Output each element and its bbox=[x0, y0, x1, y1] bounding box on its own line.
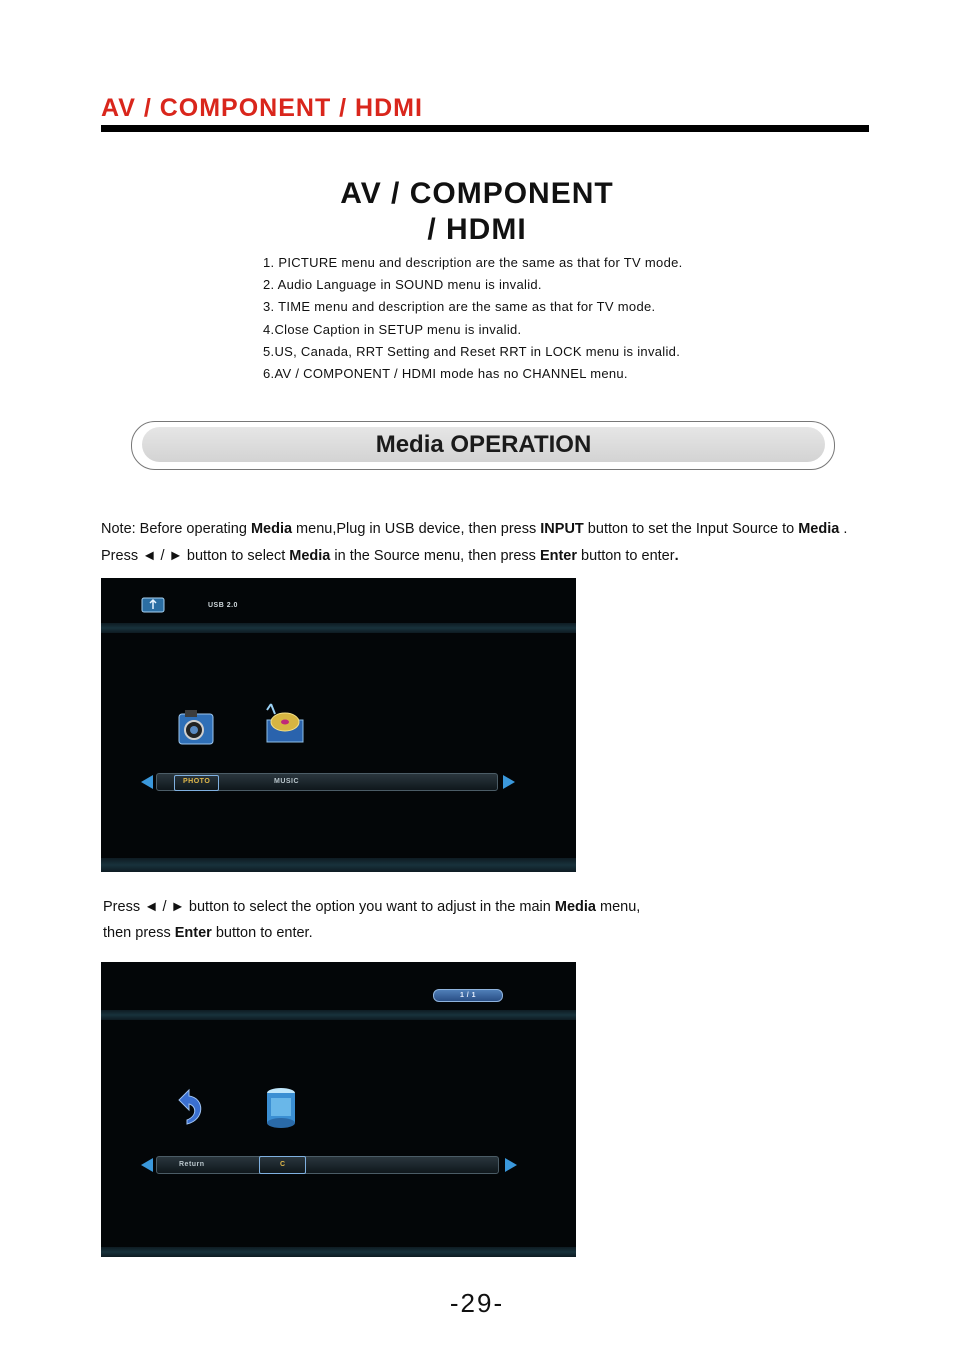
bold-text: Media bbox=[798, 521, 840, 537]
section-title-line1: AV / COMPONENT bbox=[340, 177, 614, 210]
note-item: 2. Audio Language in SOUND menu is invalid. bbox=[263, 277, 542, 293]
bold-text: INPUT bbox=[540, 521, 584, 537]
menu-item-return[interactable]: Return bbox=[179, 1161, 205, 1168]
bold-text: Media bbox=[554, 899, 596, 915]
usb-icon bbox=[141, 595, 165, 615]
text: menu,Plug in USB device, then press bbox=[292, 521, 541, 537]
menu-item-photo[interactable]: PHOTO bbox=[183, 778, 211, 785]
bold-text: Media bbox=[289, 548, 331, 564]
bold-text: Media bbox=[250, 521, 293, 537]
menu-bar bbox=[156, 1156, 499, 1174]
header-title: AV / COMPONENT / HDMI bbox=[101, 94, 423, 122]
media-menu-screenshot bbox=[101, 578, 576, 872]
bold-text: Enter bbox=[174, 925, 212, 941]
page-indicator-text: 1 / 1 bbox=[459, 992, 477, 999]
music-disc-icon[interactable] bbox=[263, 700, 307, 746]
top-band bbox=[101, 1010, 576, 1020]
bottom-band bbox=[101, 1247, 576, 1257]
text: button to enter bbox=[577, 548, 675, 564]
note-item: 1. PICTURE menu and description are the same as that for TV mode. bbox=[263, 255, 683, 270]
menu-item-music[interactable]: MUSIC bbox=[274, 778, 300, 785]
instruction-line2 bbox=[103, 925, 313, 941]
bold-text: Enter bbox=[539, 548, 578, 564]
return-arrow-icon[interactable] bbox=[177, 1084, 209, 1128]
note-item: 5.US, Canada, RRT Setting and Reset RRT in LOCK menu is invalid. bbox=[263, 343, 681, 359]
right-arrow-icon[interactable] bbox=[503, 775, 515, 789]
text: Press ◄ / ► button to select the option you want to adjust in the main bbox=[103, 899, 555, 915]
select-paragraph bbox=[101, 548, 679, 564]
drive-icon[interactable] bbox=[264, 1086, 298, 1130]
section-title-line2: / HDMI bbox=[427, 213, 527, 246]
text: then press bbox=[103, 925, 175, 941]
left-arrow-icon[interactable] bbox=[141, 775, 153, 789]
text: . bbox=[839, 521, 848, 537]
note-paragraph bbox=[101, 521, 847, 537]
right-arrow-icon[interactable] bbox=[505, 1158, 517, 1172]
page-indicator bbox=[433, 989, 503, 1002]
header-rule bbox=[101, 125, 869, 132]
text: button to enter. bbox=[211, 925, 313, 941]
bottom-band bbox=[101, 858, 576, 872]
top-band bbox=[101, 623, 576, 633]
text: Note: Before operating bbox=[101, 521, 251, 537]
section-banner: Media OPERATION bbox=[142, 427, 825, 462]
usb-label: USB 2.0 bbox=[208, 602, 238, 609]
text: button to set the Input Source to bbox=[583, 521, 799, 537]
text: in the Source menu, then press bbox=[330, 548, 540, 564]
instruction-line1 bbox=[103, 899, 640, 915]
left-arrow-icon[interactable] bbox=[141, 1158, 153, 1172]
file-browser-screenshot bbox=[101, 962, 576, 1257]
text: Press ◄ / ► button to select bbox=[101, 548, 290, 564]
note-item: 6.AV / COMPONENT / HDMI mode has no CHANNEL menu. bbox=[263, 366, 628, 382]
note-item: 3. TIME menu and description are the same as that for TV mode. bbox=[263, 299, 656, 315]
section-title bbox=[0, 176, 954, 248]
text: menu, bbox=[595, 899, 641, 915]
notes-list bbox=[263, 252, 683, 385]
page-number: -29- bbox=[449, 1288, 505, 1318]
note-item: 4.Close Caption in SETUP menu is invalid. bbox=[263, 321, 522, 337]
menu-item-drive-c[interactable]: C bbox=[280, 1161, 286, 1168]
bold-text: . bbox=[674, 548, 679, 564]
camera-icon[interactable] bbox=[175, 706, 217, 748]
